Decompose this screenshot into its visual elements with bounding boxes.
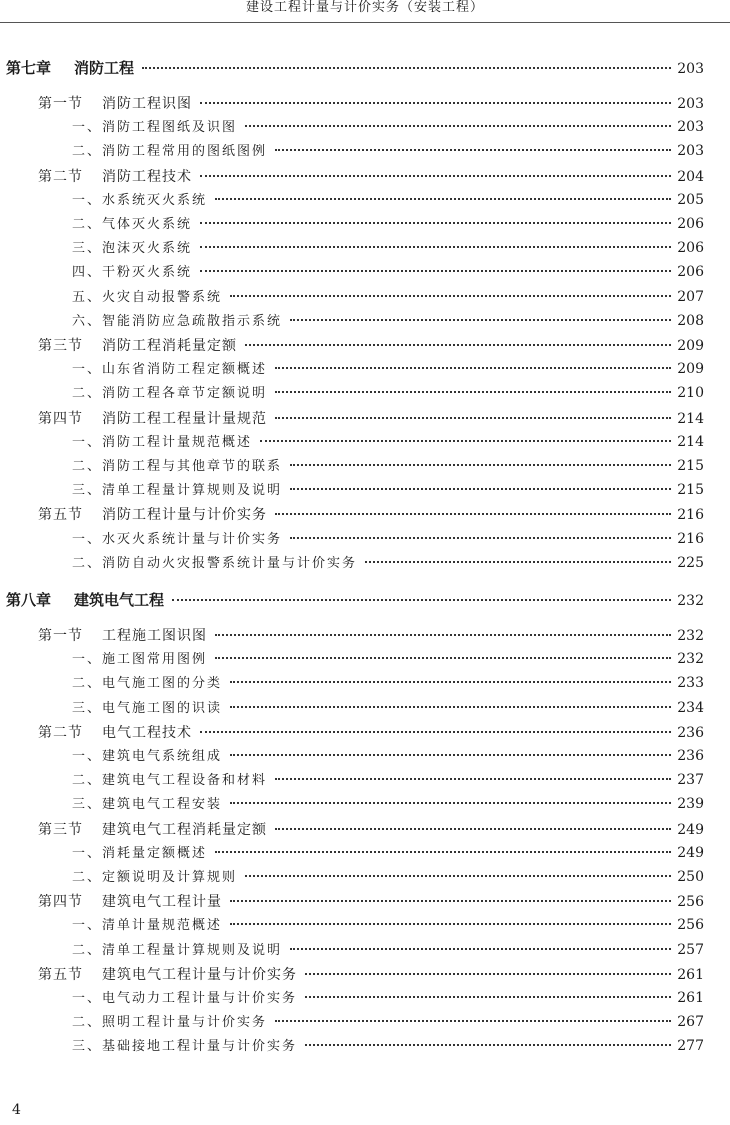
toc-entry-page: 232 [677, 593, 704, 609]
toc-dot-leader [215, 185, 671, 200]
toc-entry-page: 257 [677, 941, 704, 958]
toc-entry-number: 二、 [72, 773, 103, 789]
toc-entry-subsection[interactable] [72, 189, 704, 208]
toc-dot-leader [200, 717, 671, 733]
toc-entry-number: 四、 [72, 265, 103, 281]
toc-entry-label [72, 648, 207, 667]
toc-entry-title: 消防工程工程量计量规范 [102, 410, 267, 427]
toc-entry-page: 206 [677, 240, 704, 257]
toc-dot-leader [230, 910, 671, 925]
toc-entry-page: 236 [677, 724, 704, 741]
toc-entry-number: 三、 [72, 483, 103, 499]
toc-entry-section[interactable] [38, 963, 704, 984]
toc-entry-subsection[interactable] [72, 672, 704, 691]
toc-entry-label [72, 358, 267, 377]
toc-entry-label [6, 589, 164, 610]
toc-entry-page: 256 [677, 917, 704, 934]
toc-dot-leader [275, 354, 671, 369]
toc-entry-number: 一、 [72, 749, 103, 764]
toc-entry-title: 电气工程技术 [102, 724, 192, 741]
toc-entry-page: 203 [677, 61, 704, 77]
toc-entry-number: 二、 [72, 870, 103, 885]
toc-entry-number: 二、 [72, 676, 103, 692]
toc-entry-page: 261 [677, 990, 704, 1006]
toc-entry-label [72, 672, 222, 691]
toc-entry-subsection[interactable] [72, 987, 704, 1006]
toc-entry-page: 249 [677, 844, 704, 861]
toc-entry-subsection[interactable] [72, 140, 704, 159]
toc-dot-leader [275, 1007, 671, 1022]
toc-dot-leader [215, 838, 671, 853]
toc-dot-leader [290, 475, 671, 490]
toc-entry-subsection[interactable] [72, 697, 704, 716]
toc-entry-title: 火灾自动报警系统 [102, 289, 223, 305]
toc-entry-page: 207 [677, 288, 704, 305]
toc-entry-number: 第三节 [38, 821, 83, 838]
toc-entry-subsection[interactable] [72, 431, 704, 450]
toc-entry-subsection[interactable] [72, 358, 704, 377]
toc-entry-number: 第二节 [38, 724, 83, 741]
toc-entry-page: 237 [677, 772, 704, 789]
toc-dot-leader [290, 451, 671, 466]
toc-entry-number: 第八章 [6, 591, 52, 609]
toc-entry-title: 清单计量规范概述 [102, 918, 223, 934]
toc-entry-label [72, 842, 207, 861]
toc-entry-page: 256 [677, 894, 704, 911]
toc-entry-subsection[interactable] [72, 769, 704, 788]
toc-entry-label [72, 697, 222, 716]
toc-dot-leader [305, 983, 671, 998]
toc-entry-label [72, 793, 222, 812]
toc-entry-page: 215 [677, 458, 704, 474]
toc-entry-title: 消耗量定额概述 [102, 845, 208, 861]
toc-entry-number: 一、 [72, 652, 103, 668]
toc-entry-section[interactable] [38, 165, 704, 186]
toc-entry-label [72, 987, 297, 1006]
toc-entry-chapter[interactable] [6, 588, 704, 610]
toc-entry-title: 泡沫灭火系统 [102, 241, 193, 257]
toc-entry-number: 二、 [72, 386, 103, 402]
toc-entry-section[interactable] [38, 334, 704, 355]
toc-entry-label [38, 504, 267, 524]
toc-entry-subsection[interactable] [72, 528, 704, 547]
toc-entry-page: 233 [677, 675, 704, 692]
toc-entry-number: 三、 [72, 241, 103, 257]
toc-entry-subsection[interactable] [72, 455, 704, 474]
toc-entry-title: 建筑电气工程计量 [102, 894, 222, 911]
toc-entry-subsection[interactable] [72, 1035, 704, 1054]
toc-entry-number: 第一节 [38, 628, 83, 644]
toc-dot-leader [230, 693, 671, 708]
toc-entry-subsection[interactable] [72, 479, 704, 498]
toc-dot-leader [230, 668, 671, 683]
toc-entry-label [72, 261, 192, 280]
toc-entry-page: 203 [677, 143, 704, 160]
toc-entry-number: 六、 [72, 313, 103, 329]
toc-entry-subsection[interactable] [72, 261, 704, 280]
toc-entry-title: 建筑电气系统组成 [102, 749, 223, 764]
toc-entry-title: 干粉灭火系统 [102, 265, 193, 281]
toc-entry-number: 二、 [72, 144, 103, 160]
toc-entry-title: 电气施工图的分类 [102, 676, 223, 692]
toc-entry-label [38, 964, 297, 984]
toc-entry-page: 249 [677, 821, 704, 838]
toc-entry-number: 一、 [72, 362, 103, 378]
toc-dot-leader [245, 330, 671, 346]
toc-entry-number: 第五节 [38, 966, 83, 983]
toc-dot-leader [230, 741, 671, 756]
toc-entry-page: 236 [677, 748, 704, 764]
toc-entry-number: 一、 [72, 531, 103, 547]
toc-entry-title: 消防工程技术 [102, 168, 192, 185]
toc-entry-number: 三、 [72, 700, 103, 716]
toc-entry-page: 232 [677, 628, 704, 644]
toc-dot-leader [365, 548, 671, 563]
toc-entry-label [72, 528, 282, 547]
toc-entry-number: 一、 [72, 192, 103, 208]
toc-entry-page: 209 [677, 338, 704, 354]
toc-entry-page: 267 [677, 1014, 704, 1031]
toc-entry-page: 209 [677, 361, 704, 378]
toc-entry-title: 消防自动火灾报警系统计量与计价实务 [102, 555, 358, 571]
toc-entry-number: 第五节 [38, 507, 83, 524]
toc-entry-page: 204 [677, 168, 704, 185]
toc-entry-page: 203 [677, 119, 704, 136]
toc-entry-section[interactable] [38, 624, 704, 645]
toc-entry-label [38, 335, 237, 355]
toc-entry-number: 二、 [72, 555, 103, 571]
toc-entry-label [38, 819, 267, 839]
toc-entry-number: 二、 [72, 459, 103, 474]
toc-dot-leader [290, 524, 671, 539]
toc-entry-subsection[interactable] [72, 213, 704, 232]
toc-entry-label [38, 166, 192, 186]
toc-entry-title: 清单工程量计算规则及说明 [102, 942, 283, 958]
toc-entry-number: 第四节 [38, 410, 83, 427]
toc-entry-title: 消防工程计量与计价实务 [102, 507, 267, 524]
toc-entry-number: 一、 [72, 120, 103, 136]
toc-entry-subsection[interactable] [72, 842, 704, 861]
toc-dot-leader [275, 499, 671, 515]
toc-entry-number: 五、 [72, 289, 103, 305]
toc-dot-leader [200, 257, 671, 272]
toc-entry-page: 215 [677, 482, 704, 499]
toc-entry-subsection[interactable] [72, 116, 704, 135]
toc-entry-subsection[interactable] [72, 382, 704, 401]
toc-entry-number: 第四节 [38, 894, 83, 911]
toc-entry-page: 216 [677, 530, 704, 547]
toc-dot-leader [200, 233, 671, 248]
toc-entry-title: 气体灭火系统 [102, 217, 193, 232]
toc-entry-label [72, 914, 222, 933]
toc-entry-subsection[interactable] [72, 939, 704, 958]
toc-dot-leader [275, 403, 671, 419]
toc-entry-label [72, 866, 237, 885]
toc-entry-subsection[interactable] [72, 1011, 704, 1030]
toc-entry-page: 203 [677, 96, 704, 112]
toc-dot-leader [172, 584, 671, 601]
toc-dot-leader [275, 814, 671, 830]
toc-entry-title: 建筑电气工程设备和材料 [102, 773, 268, 789]
toc-entry-title: 水灭火系统计量与计价实务 [102, 531, 283, 547]
toc-entry-subsection[interactable] [72, 286, 704, 305]
toc-entry-number: 第二节 [38, 168, 83, 185]
toc-entry-title: 基础接地工程计量与计价实务 [102, 1039, 298, 1055]
toc-entry-title: 照明工程计量与计价实务 [102, 1015, 268, 1031]
toc-entry-page: 225 [677, 554, 704, 571]
toc-entry-page: 216 [677, 507, 704, 524]
toc-entry-label [72, 455, 282, 474]
toc-entry-title: 清单工程量计算规则及说明 [102, 483, 283, 499]
toc-entry-title: 智能消防应急疏散指示系统 [102, 313, 283, 329]
toc-entry-title: 消防工程各章节定额说明 [102, 386, 268, 402]
toc-dot-leader [230, 789, 671, 804]
toc-entry-title: 消防工程图纸及识图 [102, 120, 238, 136]
toc-entry-number: 一、 [72, 991, 103, 1006]
toc-entry-title: 工程施工图识图 [102, 628, 207, 644]
toc-entry-title: 消防工程识图 [102, 96, 192, 112]
toc-entry-number: 二、 [72, 217, 103, 232]
toc-entry-subsection[interactable] [72, 745, 704, 764]
toc-dot-leader [230, 282, 671, 297]
toc-entry-number: 一、 [72, 845, 103, 861]
toc-entry-label [72, 431, 252, 450]
toc-entry-section[interactable] [38, 721, 704, 742]
toc-entry-label [72, 769, 267, 788]
toc-entry-label [38, 722, 192, 742]
page-number: 4 [12, 1102, 21, 1118]
toc-entry-page: 210 [677, 385, 704, 402]
toc-entry-page: 205 [677, 191, 704, 208]
toc-entry-subsection[interactable] [72, 866, 704, 885]
toc-dot-leader [200, 88, 671, 104]
toc-entry-title: 建筑电气工程消耗量定额 [102, 821, 267, 838]
toc-entry-label [72, 213, 192, 232]
toc-dot-leader [275, 136, 671, 151]
toc-dot-leader [290, 935, 671, 950]
toc-entry-subsection[interactable] [72, 648, 704, 667]
toc-entry-title: 电气动力工程计量与计价实务 [102, 991, 298, 1006]
toc-dot-leader [305, 959, 671, 975]
toc-entry-title: 消防工程与其他章节的联系 [102, 459, 283, 474]
toc-entry-page: 277 [677, 1038, 704, 1055]
toc-entry-title: 建筑电气工程计量与计价实务 [102, 966, 297, 983]
toc-entry-title: 消防工程常用的图纸图例 [102, 144, 268, 160]
toc-entry-label [72, 140, 267, 159]
running-header-title: 建设工程计量与计价实务（安装工程） [245, 0, 484, 15]
toc-entry-label [72, 479, 282, 498]
toc-entry-subsection[interactable] [72, 793, 704, 812]
toc-entry-chapter[interactable] [6, 56, 704, 78]
toc-entry-number: 一、 [72, 918, 103, 934]
toc-entry-section[interactable] [38, 890, 704, 911]
toc-entry-label [72, 939, 282, 958]
toc-entry-label [72, 189, 207, 208]
toc-entry-title: 消防工程 [74, 59, 135, 77]
toc-entry-label [72, 552, 357, 571]
toc-dot-leader [305, 1031, 671, 1046]
toc-entry-title: 消防工程计量规范概述 [102, 434, 253, 450]
toc-entry-title: 施工图常用图例 [102, 652, 208, 668]
toc-entry-label [72, 1035, 297, 1054]
toc-entry-label [72, 116, 237, 135]
toc-entry-page: 234 [677, 699, 704, 716]
toc-entry-number: 第三节 [38, 338, 83, 354]
toc-entry-page: 206 [677, 216, 704, 232]
toc-entry-title: 水系统灭火系统 [102, 192, 208, 208]
toc-entry-label [72, 1011, 267, 1030]
toc-dot-leader [275, 378, 671, 393]
toc-entry-number: 一、 [72, 434, 103, 450]
toc-entry-number: 第七章 [6, 59, 52, 77]
toc-entry-page: 214 [677, 410, 704, 427]
running-header [0, 0, 730, 23]
toc-dot-leader [142, 52, 671, 69]
toc-entry-number: 二、 [72, 942, 103, 958]
toc-entry-section[interactable] [38, 92, 704, 113]
toc-dot-leader [245, 862, 671, 877]
toc-entry-subsection[interactable] [72, 310, 704, 329]
toc-entry-page: 208 [677, 312, 704, 329]
toc-entry-label [38, 408, 267, 428]
toc-entry-title: 建筑电气工程安装 [102, 797, 223, 813]
toc-dot-leader [290, 306, 671, 321]
toc-entry-title: 定额说明及计算规则 [102, 870, 238, 885]
toc-entry-title: 电气施工图的识读 [102, 700, 223, 716]
toc-entry-label [38, 891, 222, 911]
toc-entry-title: 山东省消防工程定额概述 [102, 362, 268, 378]
toc-entry-page: 214 [677, 433, 704, 450]
toc-dot-leader [275, 765, 671, 780]
toc-entry-subsection[interactable] [72, 552, 704, 571]
toc-entry-label [72, 310, 282, 329]
toc-entry-page: 239 [677, 796, 704, 813]
toc-entry-number: 三、 [72, 1039, 103, 1055]
toc-entry-label [38, 93, 192, 113]
toc-dot-leader [245, 112, 671, 127]
toc-entry-label [38, 625, 207, 645]
toc-dot-leader [230, 886, 671, 902]
toc-entry-number: 第一节 [38, 96, 83, 112]
toc-entry-page: 206 [677, 264, 704, 281]
toc-entry-label [72, 286, 222, 305]
toc-entry-section[interactable] [38, 818, 704, 839]
toc-entry-label [72, 237, 192, 256]
toc-entry-title: 建筑电气工程 [74, 591, 165, 609]
toc-entry-title: 消防工程消耗量定额 [102, 338, 237, 354]
toc-entry-section[interactable] [38, 503, 704, 524]
toc-dot-leader [215, 620, 671, 636]
toc-entry-number: 三、 [72, 797, 103, 813]
toc-entry-label [72, 745, 222, 764]
toc-entry-page: 261 [677, 966, 704, 983]
toc-entry-label [6, 57, 134, 78]
toc-entry-subsection[interactable] [72, 237, 704, 256]
toc-dot-leader [200, 161, 671, 177]
toc-dot-leader [215, 644, 671, 659]
toc-entry-section[interactable] [38, 407, 704, 428]
toc-entry-label [72, 382, 267, 401]
toc-entry-subsection[interactable] [72, 914, 704, 933]
toc-dot-leader [260, 427, 671, 442]
toc-entry-page: 250 [677, 869, 704, 885]
toc-dot-leader [200, 209, 671, 224]
toc-entry-page: 232 [677, 651, 704, 668]
toc-entry-number: 二、 [72, 1015, 103, 1031]
